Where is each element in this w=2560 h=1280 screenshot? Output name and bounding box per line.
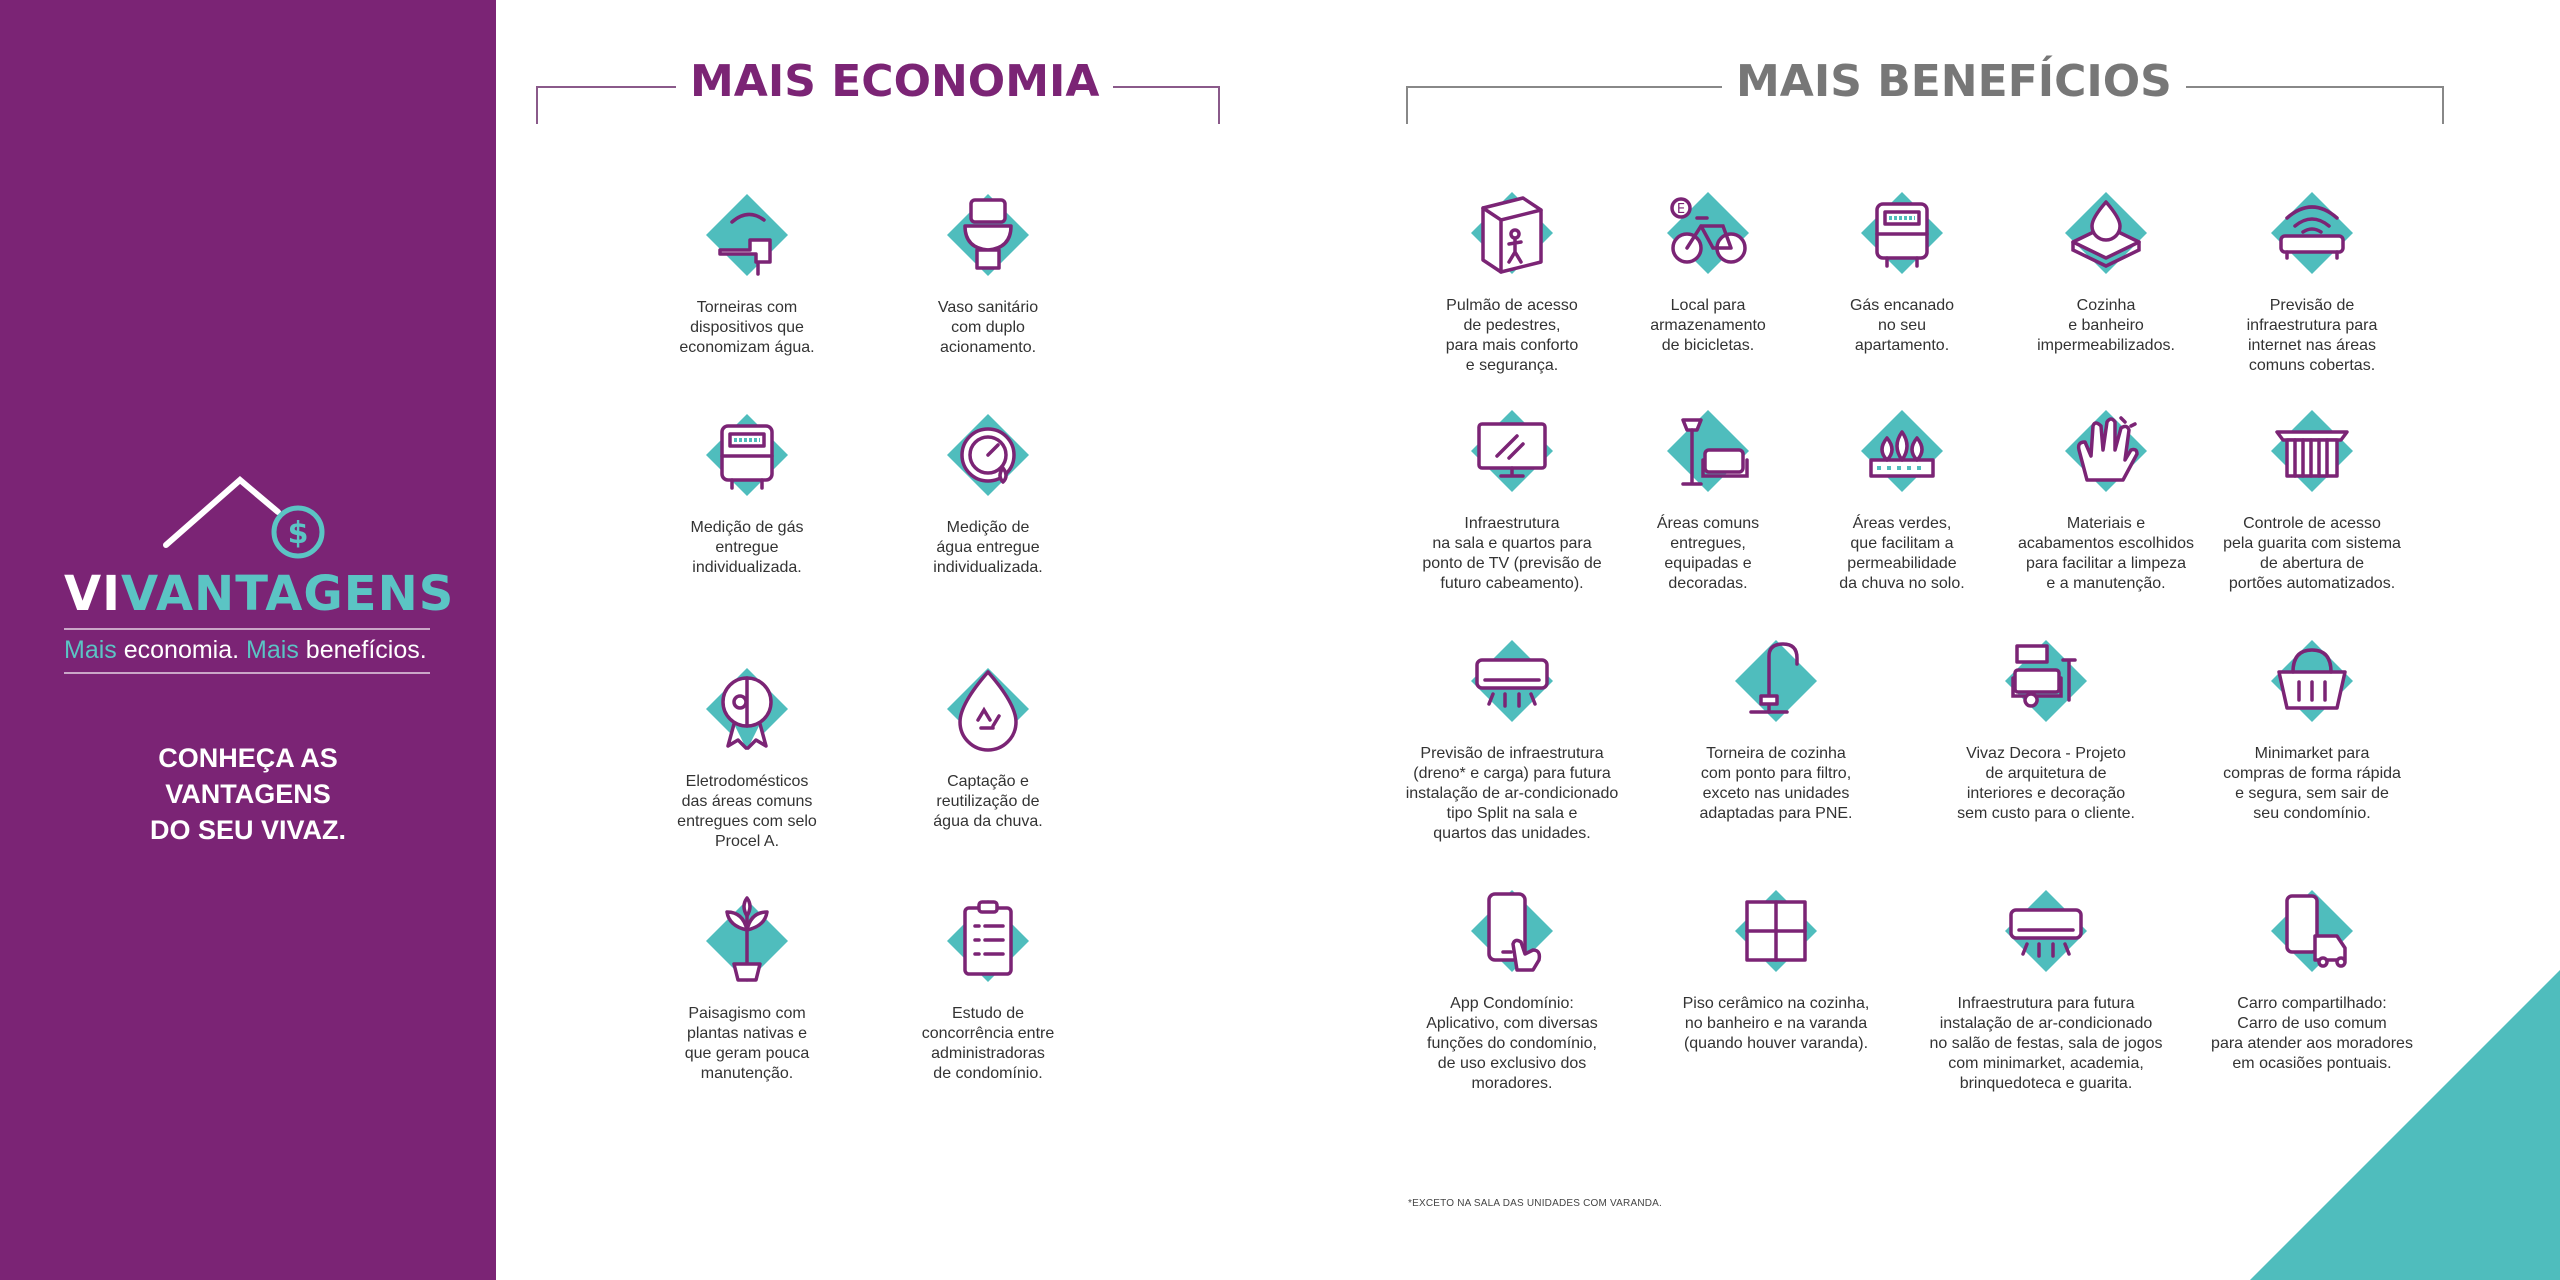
label-line: ponto de TV (previsão de — [1422, 555, 1602, 572]
economia-item — [858, 180, 1118, 358]
label-line: água entregue — [936, 539, 1040, 556]
sofa-lamp-icon — [1653, 396, 1763, 506]
cta-text: CONHEÇA AS VANTAGENS DO SEU VIVAZ. — [149, 743, 347, 845]
label-line: Carro compartilhado: — [2237, 995, 2387, 1012]
label-line: que geram pouca — [684, 1045, 810, 1062]
label-line: Torneira de cozinha — [1706, 745, 1846, 762]
label-line: Carro de uso comum — [2237, 1015, 2387, 1032]
brand-title: VIVANTAGENS — [64, 566, 455, 622]
label-line: individualizada. — [933, 559, 1043, 576]
label-line: plantas nativas e — [686, 1025, 808, 1042]
label-line: Infraestrutura para futura — [1957, 995, 2135, 1012]
decor-furniture-icon — [1991, 626, 2101, 736]
label-line: Infraestrutura — [1464, 515, 1560, 532]
label-line: Medição de gás — [690, 519, 804, 536]
label-line: impermeabilizados. — [2037, 337, 2175, 354]
label-line: para atender aos moradores — [2211, 1035, 2413, 1052]
label-line: Gás encanado — [1849, 297, 1955, 314]
beneficio-item-label — [1382, 994, 1642, 1094]
label-line: em ocasiões pontuais. — [2232, 1055, 2392, 1072]
label-line: instalação de ar-condicionado — [1405, 785, 1619, 802]
label-line: App Condomínio: — [1450, 995, 1574, 1012]
economia-item-label — [858, 772, 1118, 832]
brand-rule-top — [64, 628, 430, 630]
label-line: apartamento. — [1854, 337, 1950, 354]
gas-pipe-icon — [1847, 178, 1957, 288]
label-line: adaptadas para PNE. — [1699, 805, 1853, 822]
label-line: acionamento. — [939, 339, 1037, 356]
label-line: moradores. — [1471, 1075, 1553, 1092]
label-line: para mais conforto — [1445, 337, 1579, 354]
beneficio-item — [2182, 396, 2442, 594]
beneficio-item — [1382, 626, 1642, 844]
label-line: Procel A. — [714, 833, 780, 850]
beneficio-item — [1382, 876, 1642, 1094]
label-line: entregues, — [1670, 535, 1746, 552]
label-line: de uso exclusivo dos — [1437, 1055, 1587, 1072]
label-line: Aplicativo, com diversas — [1426, 1015, 1598, 1032]
bicycle-icon — [1653, 178, 1763, 288]
label-line: exceto nas unidades — [1702, 785, 1850, 802]
kitchen-faucet-icon — [1721, 626, 1831, 736]
label-line: e segura, sem sair de — [2235, 785, 2389, 802]
beneficio-item-label — [2182, 744, 2442, 824]
label-line: e a manutenção. — [2046, 575, 2166, 592]
label-line: tipo Split na sala e — [1446, 805, 1578, 822]
label-line: da chuva no solo. — [1839, 575, 1965, 592]
label-line: com minimarket, academia, — [1948, 1055, 2144, 1072]
label-line: Piso cerâmico na cozinha, — [1682, 995, 1870, 1012]
label-line: de arquitetura de — [1985, 765, 2107, 782]
label-line: Cozinha — [2076, 297, 2136, 314]
label-line: dispositivos que — [690, 319, 804, 336]
label-line: e banheiro — [2068, 317, 2144, 334]
label-line: Medição de — [946, 519, 1030, 536]
beneficio-item-label — [1916, 994, 2176, 1094]
svg-text:$: $ — [287, 516, 309, 551]
label-line: funções do condomínio, — [1427, 1035, 1597, 1052]
label-line: brinquedoteca e guarita. — [1959, 1075, 2133, 1092]
label-line: (quando houver varanda). — [1683, 1035, 1869, 1052]
beneficio-item-label — [1646, 744, 1906, 824]
label-line: de condomínio. — [933, 1065, 1043, 1082]
label-line: pela guarita com sistema — [2223, 535, 2401, 552]
economia-item — [617, 654, 877, 852]
air-conditioner-icon — [1991, 876, 2101, 986]
label-line: Áreas verdes, — [1852, 515, 1952, 532]
shopping-basket-icon — [2257, 626, 2367, 736]
label-line: com duplo — [951, 319, 1025, 336]
label-line: instalação de ar-condicionado — [1939, 1015, 2153, 1032]
label-line: administradoras — [931, 1045, 1045, 1062]
label-line: manutenção. — [700, 1065, 794, 1082]
label-line: Minimarket para — [2254, 745, 2370, 762]
label-line: que facilitam a — [1850, 535, 1954, 552]
faucet-icon — [692, 180, 802, 290]
gate-icon — [2257, 396, 2367, 506]
label-line: no seu — [1877, 317, 1927, 334]
beneficio-item — [2182, 626, 2442, 824]
label-line: Controle de acesso — [2243, 515, 2381, 532]
ceramic-tile-icon — [1721, 876, 1831, 986]
label-line: futuro cabeamento). — [1440, 575, 1584, 592]
economia-item-label — [617, 1004, 877, 1084]
label-line: Materiais e — [2066, 515, 2146, 532]
label-line: acabamentos escolhidos — [2017, 535, 2195, 552]
label-line: Estudo de — [951, 1005, 1025, 1022]
economia-item — [617, 886, 877, 1084]
label-line: água da chuva. — [933, 813, 1043, 830]
procel-seal-icon — [692, 654, 802, 764]
gas-meter-icon — [692, 400, 802, 510]
label-line: Paisagismo com — [688, 1005, 806, 1022]
label-line: Áreas comuns — [1656, 515, 1760, 532]
label-line: com ponto para filtro, — [1700, 765, 1852, 782]
label-line: Previsão de infraestrutura — [1420, 745, 1604, 762]
label-line: portões automatizados. — [2228, 575, 2396, 592]
green-area-icon — [1847, 396, 1957, 506]
label-line: Torneiras com — [696, 299, 798, 316]
waterproof-floor-icon — [2051, 178, 2161, 288]
label-line: internet nas áreas — [2247, 337, 2377, 354]
economia-item-label — [858, 518, 1118, 578]
label-line: seu condomínio. — [2253, 805, 2371, 822]
label-line: Vaso sanitário — [937, 299, 1039, 316]
beneficio-item-label — [2182, 296, 2442, 376]
sidebar — [0, 0, 496, 1280]
house-logo-icon — [160, 470, 340, 560]
label-line: permeabilidade — [1847, 555, 1957, 572]
label-line: para facilitar a limpeza — [2025, 555, 2187, 572]
label-line: infraestrutura para — [2246, 317, 2378, 334]
label-line: Pulmão de acesso — [1446, 297, 1578, 314]
economia-item-label — [858, 1004, 1118, 1084]
wifi-router-icon — [2257, 178, 2367, 288]
label-line: entregue — [715, 539, 779, 556]
economia-item-label — [617, 772, 877, 852]
label-line: no banheiro e na varanda — [1684, 1015, 1868, 1032]
label-line: Previsão de — [2269, 297, 2355, 314]
label-line: entregues com selo — [677, 813, 817, 830]
label-line: interiores e decoração — [1966, 785, 2126, 802]
economia-item — [617, 180, 877, 358]
recycle-drop-icon — [933, 654, 1043, 764]
label-line: Eletrodomésticos — [685, 773, 809, 790]
beneficios-title: MAIS BENEFÍCIOS — [1722, 56, 2186, 107]
label-line: na sala e quartos para — [1432, 535, 1592, 552]
label-line: (dreno* e carga) para futura — [1413, 765, 1611, 782]
label-line: de bicicletas. — [1661, 337, 1755, 354]
label-line: de pedestres, — [1463, 317, 1561, 334]
label-line: compras de forma rápida — [2223, 765, 2401, 782]
pedestrian-access-icon — [1457, 178, 1567, 288]
economia-item — [858, 400, 1118, 578]
label-line: no salão de festas, sala de jogos — [1929, 1035, 2163, 1052]
tv-icon — [1457, 396, 1567, 506]
economia-item-label — [617, 298, 877, 358]
label-line: decoradas. — [1668, 575, 1748, 592]
economia-item — [617, 400, 877, 578]
label-line: Captação e — [947, 773, 1029, 790]
corner-triangle — [2250, 970, 2560, 1280]
plant-icon — [692, 886, 802, 996]
air-conditioner-icon — [1457, 626, 1567, 736]
label-line: concorrência entre — [921, 1025, 1055, 1042]
label-line: reutilização de — [936, 793, 1040, 810]
economia-item — [858, 654, 1118, 832]
svg-text:E: E — [1676, 202, 1686, 217]
beneficio-item — [2182, 178, 2442, 376]
label-line: Vivaz Decora - Projeto — [1966, 745, 2126, 762]
economia-item-label — [858, 298, 1118, 358]
toilet-icon — [933, 180, 1043, 290]
beneficio-item-label — [1382, 744, 1642, 844]
label-line: individualizada. — [692, 559, 802, 576]
beneficio-item-label — [2182, 514, 2442, 594]
water-meter-icon — [933, 400, 1043, 510]
clipboard-icon — [933, 886, 1043, 996]
cleaning-glove-icon — [2051, 396, 2161, 506]
label-line: Local para — [1670, 297, 1746, 314]
label-line: armazenamento — [1650, 317, 1766, 334]
label-line: sem custo para o cliente. — [1957, 805, 2135, 822]
label-line: de abertura de — [2259, 555, 2365, 572]
beneficio-item — [1916, 876, 2176, 1094]
beneficio-item — [1646, 876, 1906, 1054]
smartphone-app-icon — [1457, 876, 1567, 986]
brand-tagline: Mais economia. Mais benefícios. — [64, 636, 427, 664]
label-line: quartos das unidades. — [1433, 825, 1591, 842]
label-line: economizam água. — [679, 339, 815, 356]
label-line: e segurança. — [1465, 357, 1559, 374]
label-line: das áreas comuns — [681, 793, 813, 810]
beneficio-item — [1646, 626, 1906, 824]
beneficio-item-label — [1916, 744, 2176, 824]
beneficio-item — [1916, 626, 2176, 824]
economia-item — [858, 886, 1118, 1084]
economia-title: MAIS ECONOMIA — [676, 56, 1113, 107]
label-line: equipadas e — [1664, 555, 1752, 572]
label-line: comuns cobertas. — [2248, 357, 2376, 374]
economia-item-label — [617, 518, 877, 578]
footnote: *EXCETO NA SALA DAS UNIDADES COM VARANDA. — [1408, 1198, 1663, 1209]
brand-rule-bottom — [64, 672, 430, 674]
beneficio-item-label — [1646, 994, 1906, 1054]
